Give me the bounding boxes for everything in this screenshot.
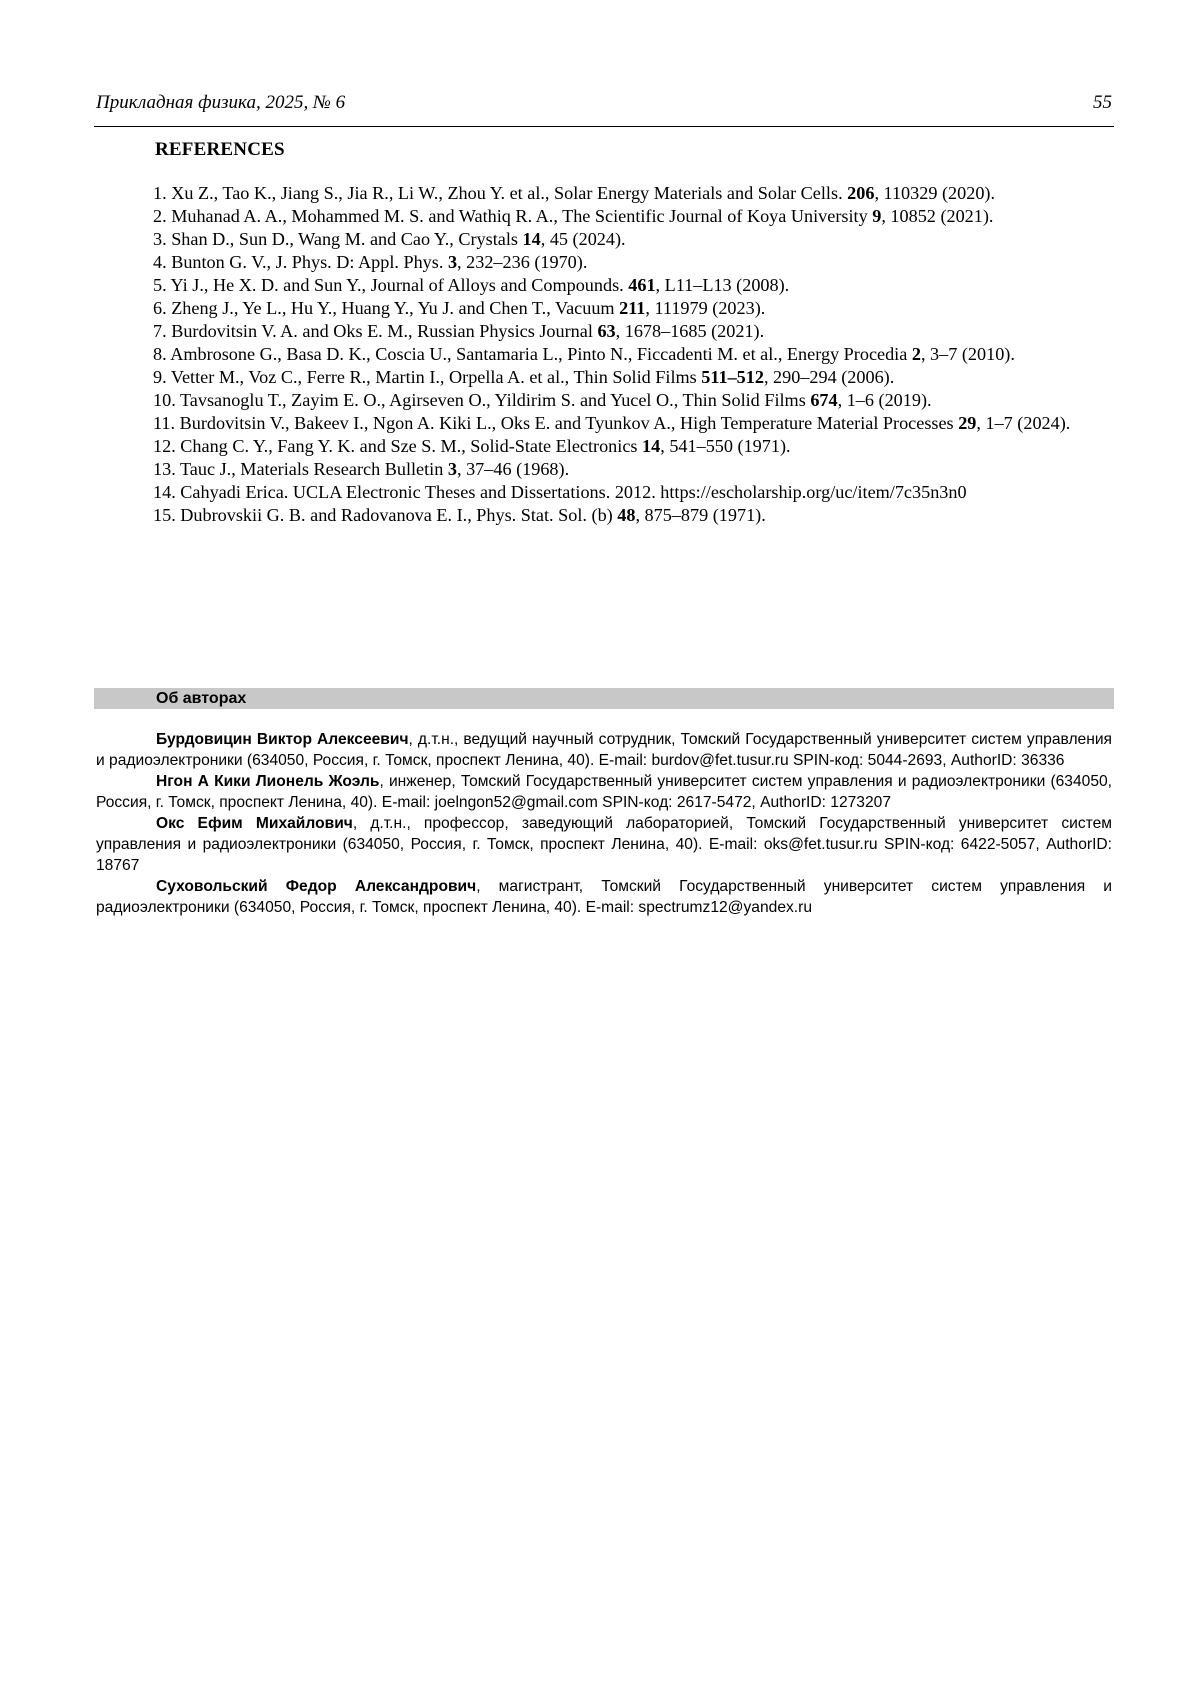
reference-volume: 2	[911, 344, 921, 364]
reference-pages: , 45 (2024).	[540, 229, 626, 249]
author-name: Бурдовицин Виктор Алексеевич	[156, 731, 409, 748]
reference-item	[153, 412, 1113, 435]
reference-volume: 3	[447, 459, 457, 479]
reference-volume: 63	[597, 321, 616, 341]
reference-text: Vetter M., Voz C., Ferre R., Martin I., Orpella A. et al., Thin Solid Films	[170, 367, 702, 387]
reference-text: Yi J., He X. D. and Sun Y., Journal of Alloys and Compounds.	[170, 275, 629, 295]
author-details: , д.т.н., ведущий научный сотрудник, Томский Государственный университет систем управления и радиоэлектроники (634050, Россия, г. Томск, проспект Ленина, 40). E-mail: burdov@fet.tusur.ru SPIN-код: 5044-2693, AuthorID: 36336	[96, 731, 1112, 769]
reference-item	[153, 274, 1113, 297]
reference-text: Shan D., Sun D., Wang M. and Cao Y., Crystals	[171, 229, 523, 249]
author-details: , магистрант, Томский Государственный университет систем управления и радиоэлектроники (634050, Россия, г. Томск, проспект Ленина, 40). E-mail: spectrumz12@yandex.ru	[96, 878, 1112, 916]
running-header	[94, 90, 1114, 127]
reference-pages: , 37–46 (1968).	[456, 459, 570, 479]
reference-pages: , 10852 (2021).	[881, 206, 994, 226]
reference-text: Tavsanoglu T., Zayim E. O., Agirseven O., Yildirim S. and Yucel O., Thin Solid Films	[179, 390, 811, 410]
author-name: Нгон А Кики Лионель Жоэль	[156, 773, 380, 790]
reference-number: 5.	[153, 275, 167, 295]
reference-text: Zheng J., Ye L., Hu Y., Huang Y., Yu J. and Chen T., Vacuum	[171, 298, 620, 318]
reference-text: Chang C. Y., Fang Y. K. and Sze S. M., Solid-State Electronics	[180, 436, 643, 456]
reference-volume: 48	[617, 505, 636, 525]
author-entry	[96, 771, 1112, 813]
reference-item	[153, 320, 1113, 343]
reference-number: 12.	[153, 436, 176, 456]
reference-pages: , 3–7 (2010).	[920, 344, 1015, 364]
reference-number: 10.	[153, 390, 176, 410]
reference-number: 3.	[153, 229, 167, 249]
reference-text: Burdovitsin V., Bakeev I., Ngon A. Kiki L., Oks E. and Tyunkov A., High Temperature Material Processes	[179, 413, 959, 433]
reference-text: Burdovitsin V. A. and Oks E. M., Russian Physics Journal	[171, 321, 598, 341]
reference-item	[153, 389, 1113, 412]
author-details: , д.т.н., профессор, заведующий лабораторией, Томский Государственный университет систем управления и радиоэлектроники (634050, Россия, г. Томск, проспект Ленина, 40). E-mail: oks@fet.tusur.ru SPIN-код: 6422-5057, AuthorID: 18767	[96, 815, 1112, 874]
reference-item	[153, 435, 1113, 458]
reference-volume: 14	[642, 436, 661, 456]
reference-volume: 9	[872, 206, 882, 226]
reference-volume: 674	[810, 390, 838, 410]
references-heading: REFERENCES	[155, 139, 285, 160]
reference-number: 7.	[153, 321, 167, 341]
reference-item	[153, 228, 1113, 251]
reference-volume: 211	[619, 298, 646, 318]
reference-number: 2.	[153, 206, 167, 226]
reference-text: Tauc J., Materials Research Bulletin	[179, 459, 448, 479]
reference-volume: 206	[847, 183, 875, 203]
reference-text: Xu Z., Tao K., Jiang S., Jia R., Li W., Zhou Y. et al., Solar Energy Materials and Solar Cells.	[171, 183, 848, 203]
author-name: Суховольский Федор Александрович	[156, 878, 477, 895]
author-entry	[96, 813, 1112, 876]
reference-pages: , 232–236 (1970).	[457, 252, 588, 272]
reference-text: Ambrosone G., Basa D. K., Coscia U., Santamaria L., Pinto N., Ficcadenti M. et al., Energy Procedia	[170, 344, 912, 364]
reference-pages: , 1–6 (2019).	[837, 390, 932, 410]
reference-item	[153, 251, 1113, 274]
reference-number: 14.	[153, 482, 176, 502]
reference-pages: , 1678–1685 (2021).	[615, 321, 765, 341]
reference-number: 15.	[153, 505, 176, 525]
about-authors-bar	[94, 688, 1114, 709]
reference-volume: 14	[522, 229, 541, 249]
reference-text: Cahyadi Erica. UCLA Electronic Theses and Dissertations. 2012. https://escholarship.org/uc/item/7c35n3n0	[180, 482, 967, 502]
author-name: Окс Ефим Михайлович	[156, 815, 353, 832]
reference-item	[153, 481, 1113, 504]
reference-pages: , 110329 (2020).	[874, 183, 996, 203]
reference-number: 11.	[153, 413, 176, 433]
reference-pages: , L11–L13 (2008).	[655, 275, 790, 295]
references-section	[153, 138, 1113, 527]
reference-volume: 511–512	[701, 367, 764, 387]
reference-number: 4.	[153, 252, 167, 272]
reference-item	[153, 297, 1113, 320]
author-details: , инженер, Томский Государственный университет систем управления и радиоэлектроники (634050, Россия, г. Томск, проспект Ленина, 40). E-mail: joelngon52@gmail.com SPIN-код: 2617-5472, AuthorID: 1273207	[96, 773, 1112, 811]
journal-title: Прикладная физика, 2025, № 6	[96, 92, 346, 113]
reference-number: 1.	[153, 183, 167, 203]
reference-pages: , 111979 (2023).	[645, 298, 766, 318]
author-entry	[96, 729, 1112, 771]
reference-volume: 29	[958, 413, 977, 433]
reference-item	[153, 182, 1113, 205]
reference-number: 8.	[153, 344, 167, 364]
reference-number: 6.	[153, 298, 167, 318]
reference-text: Muhanad A. A., Mohammed M. S. and Wathiq R. A., The Scientific Journal of Koya University	[171, 206, 873, 226]
reference-number: 13.	[153, 459, 176, 479]
reference-pages: , 541–550 (1971).	[660, 436, 791, 456]
reference-pages: , 290–294 (2006).	[763, 367, 895, 387]
reference-volume: 461	[628, 275, 656, 295]
reference-item	[153, 366, 1113, 389]
reference-pages: , 875–879 (1971).	[635, 505, 766, 525]
reference-text: Dubrovskii G. B. and Radovanova E. I., Phys. Stat. Sol. (b)	[180, 505, 618, 525]
reference-item	[153, 205, 1113, 228]
about-authors-heading: Об авторах	[156, 690, 247, 707]
references-list	[153, 182, 1113, 527]
authors-section	[96, 729, 1112, 918]
reference-volume: 3	[447, 252, 458, 272]
author-entry	[96, 876, 1112, 918]
reference-item	[153, 343, 1113, 366]
reference-text: Bunton G. V., J. Phys. D: Appl. Phys.	[171, 252, 448, 272]
page-number: 55	[1093, 92, 1112, 113]
reference-item	[153, 458, 1113, 481]
reference-number: 9.	[153, 367, 167, 387]
reference-pages: , 1–7 (2024).	[976, 413, 1071, 433]
reference-item	[153, 504, 1113, 527]
